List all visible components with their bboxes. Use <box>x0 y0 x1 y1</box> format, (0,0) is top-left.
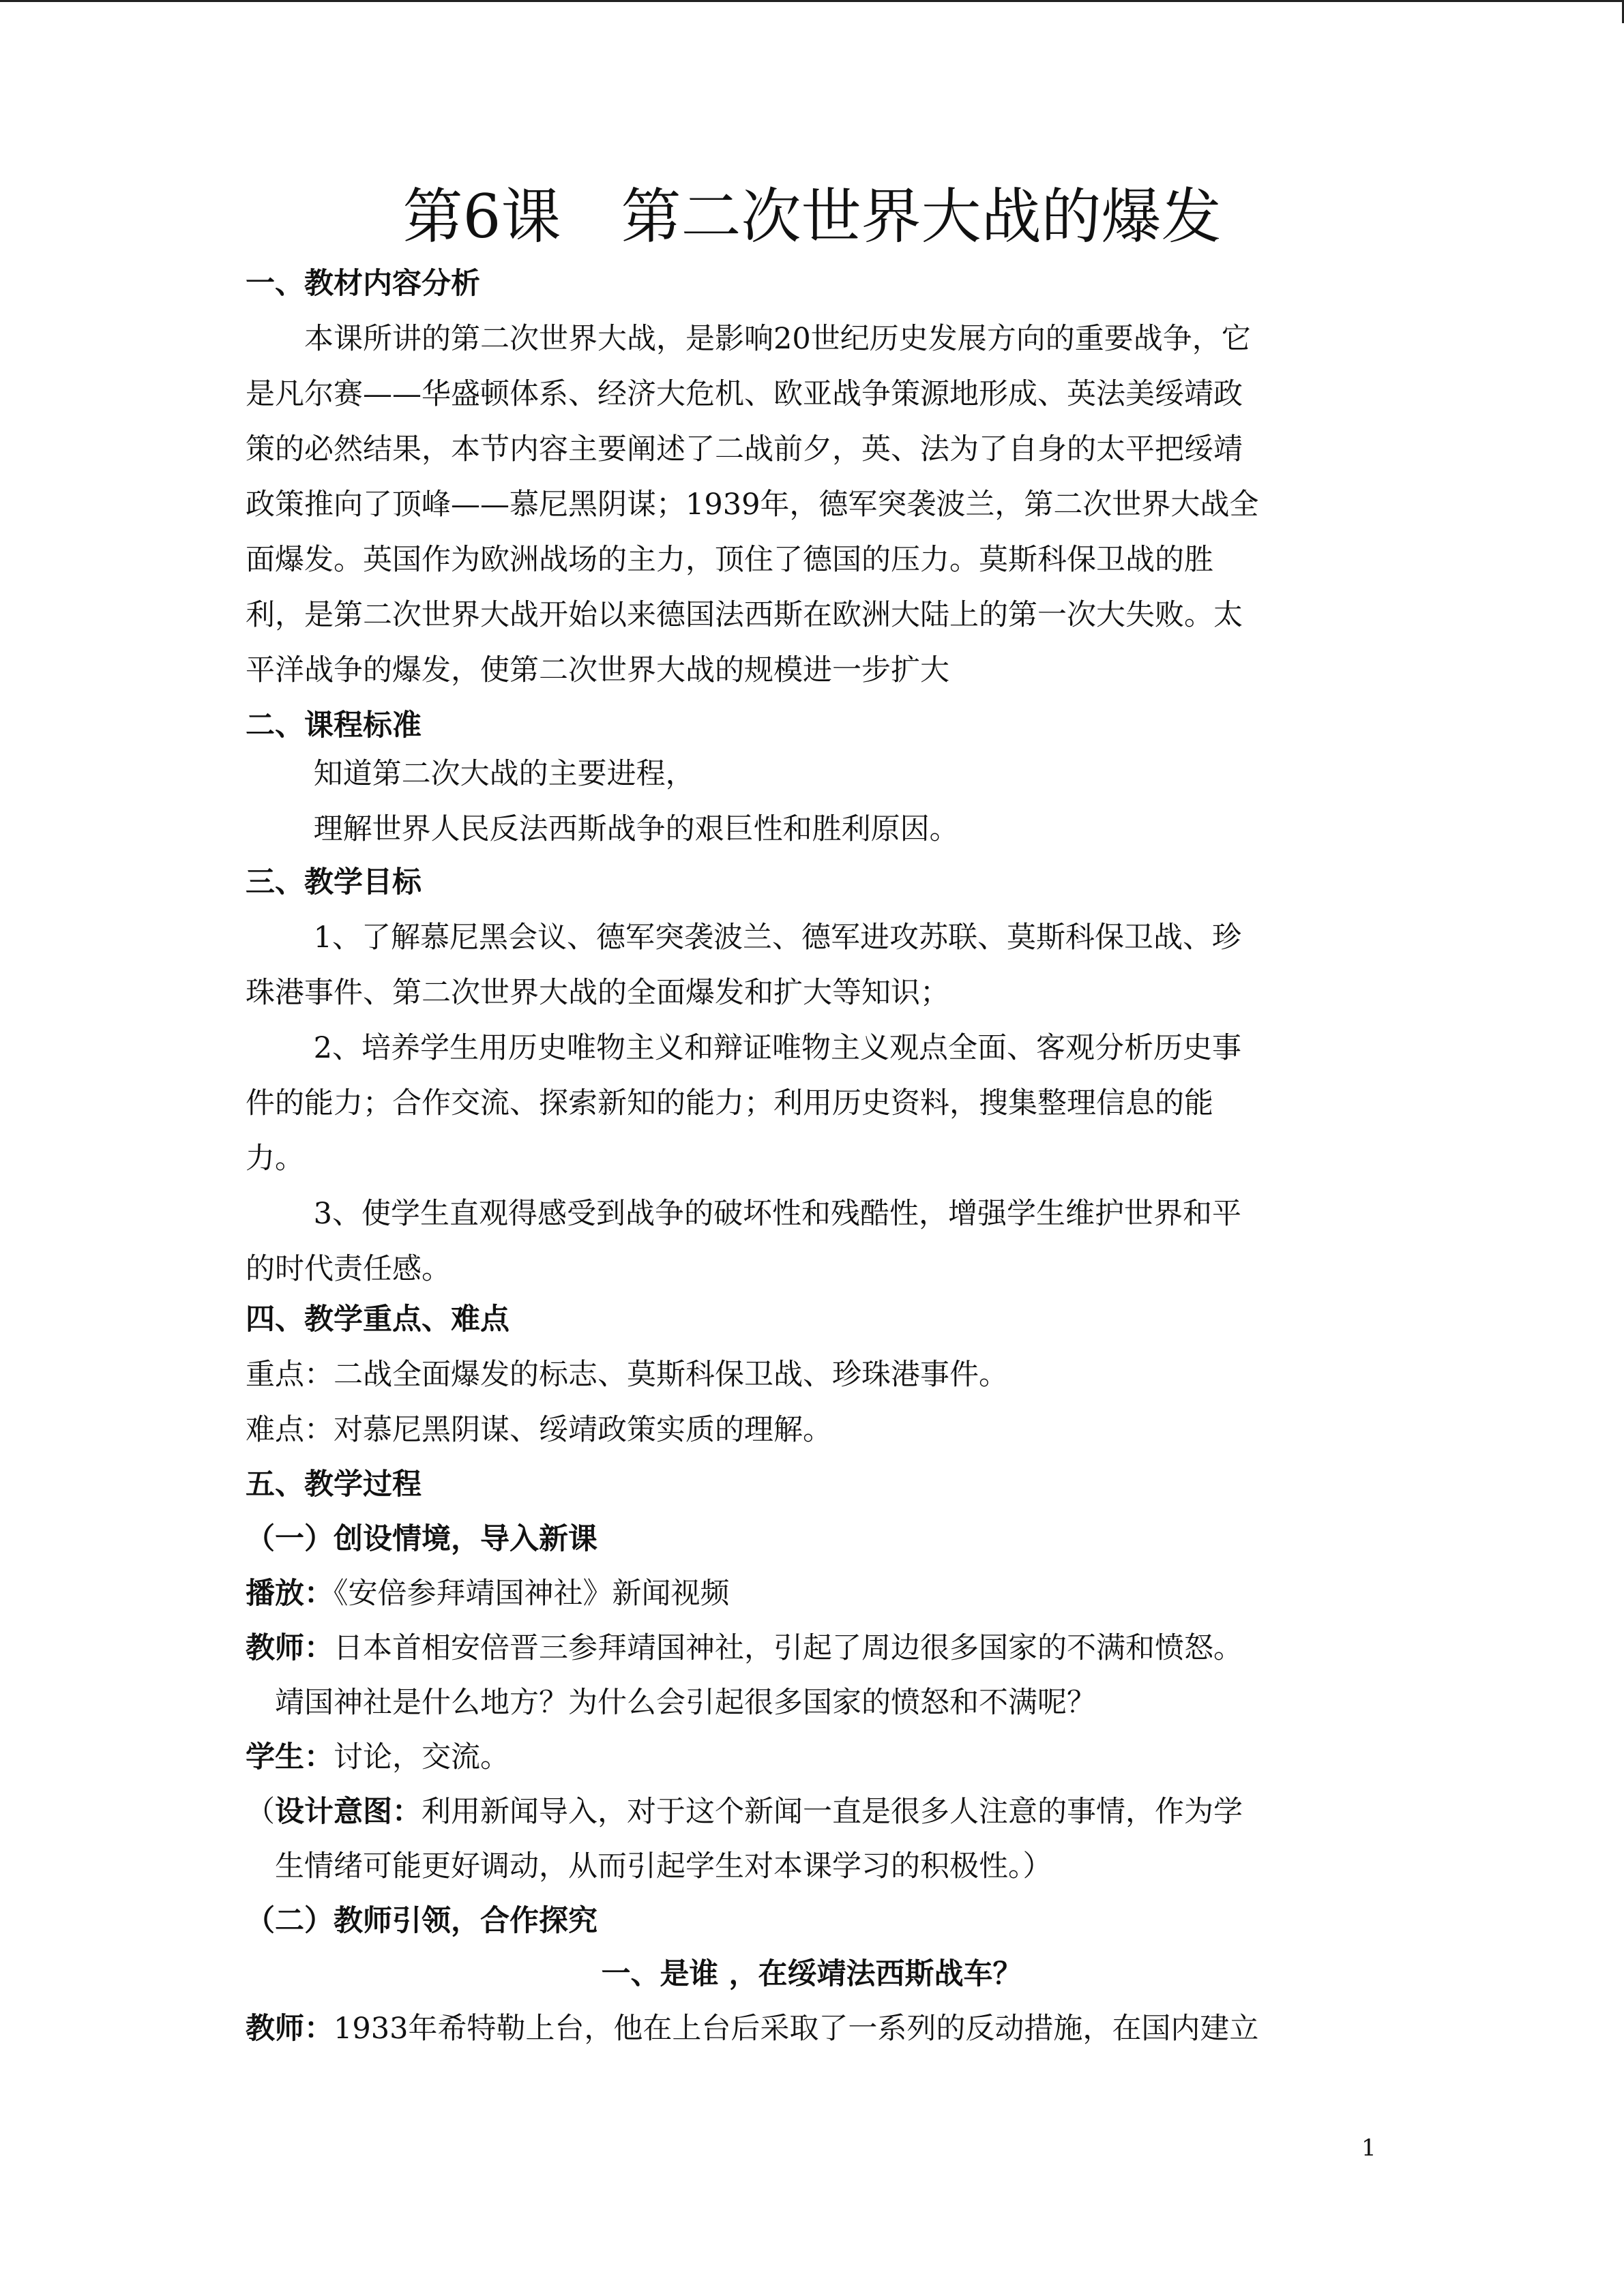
teacher-label-2: 教师： <box>246 2012 334 2046</box>
section-heading-4: 四、教学重点、难点 <box>246 1302 510 1337</box>
teacher-line-2 <box>246 2008 1258 2049</box>
paragraph-line: 策的必然结果，本节内容主要阐述了二战前夕，英、法为了自身的太平把绥靖 <box>246 432 1243 466</box>
paragraph-line: 政策推向了顶峰——慕尼黑阴谋；1939年，德军突袭波兰，第二次世界大战全 <box>246 488 1259 522</box>
paragraph-line: 珠港事件、第二次世界大战的全面爆发和扩大等知识； <box>246 976 949 1010</box>
center-heading: 一、是谁 ，在绥靖法西斯战车？ <box>601 1957 1022 1991</box>
paragraph-line: 1、了解慕尼黑会议、德军突袭波兰、德军进攻苏联、莫斯科保卫战、珍 <box>246 921 1242 955</box>
teacher-line <box>246 1628 1243 1669</box>
page-number: 1 <box>1361 2134 1376 2162</box>
teacher-text-2: 1933年希特勒上台，他在上台后采取了一系列的反动措施，在国内建立 <box>334 2012 1259 2046</box>
play-label: 播放： <box>246 1577 334 1611</box>
play-text: 《安倍参拜靖国神社》新闻视频 <box>334 1577 730 1611</box>
paragraph-line: 知道第二次大战的主要进程， <box>246 757 695 791</box>
page-title: 第6课 第二次世界大战的爆发 <box>402 181 1222 252</box>
section-heading-3: 三、教学目标 <box>246 865 422 899</box>
subsection-heading-2: （二）教师引领，合作探究 <box>246 1904 597 1938</box>
design-open-paren: （ <box>246 1795 275 1829</box>
teacher-label: 教师： <box>246 1631 334 1665</box>
design-intent-line <box>246 1791 1243 1832</box>
paragraph-line: 件的能力；合作交流、探索新知的能力；利用历史资料，搜集整理信息的能 <box>246 1086 1213 1120</box>
teacher-line-cont: 靖国神社是什么地方？为什么会引起很多国家的愤怒和不满呢？ <box>246 1686 1096 1720</box>
paragraph-line: 的时代责任感。 <box>246 1252 451 1286</box>
difficult-point-line: 难点：对慕尼黑阴谋、绥靖政策实质的理解。 <box>246 1413 832 1447</box>
paragraph-line: 2、培养学生用历史唯物主义和辩证唯物主义观点全面、客观分析历史事 <box>246 1031 1242 1065</box>
paragraph-line: 面爆发。英国作为欧洲战场的主力，顶住了德国的压力。莫斯科保卫战的胜 <box>246 543 1213 577</box>
student-line <box>246 1737 510 1778</box>
section-heading-2: 二、课程标准 <box>246 709 422 743</box>
paragraph-line: 是凡尔赛——华盛顿体系、经济大危机、欧亚战争策源地形成、英法美绥靖政 <box>246 377 1243 411</box>
design-intent-label: 设计意图： <box>275 1795 422 1829</box>
paragraph-line: 理解世界人民反法西斯战争的艰巨性和胜利原因。 <box>246 812 959 846</box>
section-heading-5: 五、教学过程 <box>246 1467 422 1502</box>
student-text: 讨论，交流。 <box>334 1740 510 1774</box>
paragraph-line: 利，是第二次世界大战开始以来德国法西斯在欧洲大陆上的第一次大失败。太 <box>246 598 1243 632</box>
design-intent-line-cont: 生情绪可能更好调动，从而引起学生对本课学习的积极性。） <box>246 1849 1052 1883</box>
key-point-line: 重点：二战全面爆发的标志、莫斯科保卫战、珍珠港事件。 <box>246 1358 1008 1392</box>
paragraph-line: 平洋战争的爆发，使第二次世界大战的规模进一步扩大 <box>246 653 949 687</box>
play-line <box>246 1573 730 1614</box>
subsection-heading-1: （一）创设情境，导入新课 <box>246 1522 597 1556</box>
paragraph-line: 3、使学生直观得感受到战争的破坏性和残酷性，增强学生维护世界和平 <box>246 1197 1242 1231</box>
top-border-line <box>0 0 1624 2</box>
student-label: 学生： <box>246 1740 334 1774</box>
paragraph-line: 本课所讲的第二次世界大战，是影响20世纪历史发展方向的重要战争，它 <box>246 322 1251 356</box>
design-intent-text: 利用新闻导入，对于这个新闻一直是很多人注意的事情，作为学 <box>422 1795 1243 1829</box>
teacher-text: 日本首相安倍晋三参拜靖国神社，引起了周边很多国家的不满和愤怒。 <box>334 1631 1243 1665</box>
section-heading-1: 一、教材内容分析 <box>246 267 480 301</box>
paragraph-line: 力。 <box>246 1142 304 1176</box>
